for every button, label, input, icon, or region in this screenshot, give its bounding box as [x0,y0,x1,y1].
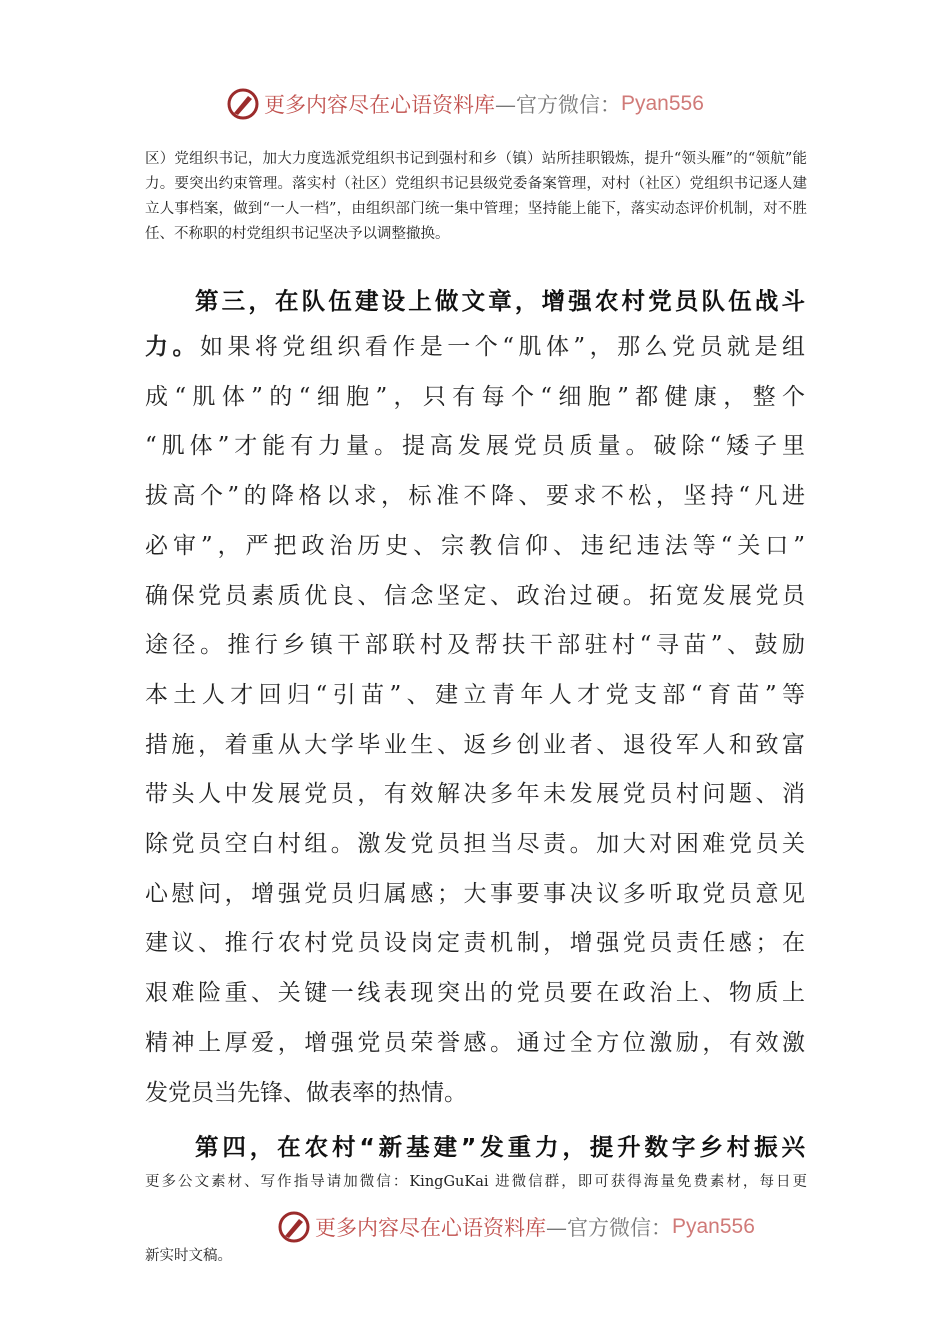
watermark-site: 更多内容尽在心语资料库 [315,1216,546,1240]
watermark-account: Pyan556 [672,1215,755,1238]
body-line [145,331,805,363]
body-line: 发党员当先锋、做表率的热情。 [145,1079,467,1106]
body-line: 成“肌体”的“细胞”，只有每个“细胞”都健康，整个 [145,383,805,410]
body-line: 必审”，严把政治历史、宗教信仰、违纪违法等“关口” [145,532,805,559]
section3-heading: 第三，在队伍建设上做文章，增强农村党员队伍战斗 [195,287,805,315]
body-line: 艰难险重、关键一线表现突出的党员要在政治上、物质上 [145,980,805,1007]
watermark-label: —官方微信： [546,1216,672,1240]
body-line-text: 如果将党组织看作是一个“肌体”，那么党员就是组 [199,334,805,360]
body-line: 途径。推行乡镇干部联村及帮扶干部驻村“寻苗”、鼓励 [145,632,805,659]
body-line: 心慰问，增强党员归属感；大事要事决议多听取党员意见 [145,880,805,907]
watermark-site: 更多内容尽在心语资料库 [264,93,495,117]
body-line: 拔高个”的降格以求，标准不降、要求不松，坚持“凡进 [145,483,805,510]
footer-note-line2: 新实时文稿。 [145,1248,232,1264]
body-line: “肌体”才能有力量。提高发展党员质量。破除“矮子里 [145,433,805,460]
body-line: 措施，着重从大学毕业生、返乡创业者、退役军人和致富 [145,731,805,758]
body-line: 精神上厚爱，增强党员荣誉感。通过全方位激励，有效激 [145,1029,805,1056]
body-line: 除党员空白村组。激发党员担当尽责。加大对困难党员关 [145,831,805,857]
pen-logo-icon [226,87,260,121]
body-line: 带头人中发展党员，有效解决多年未发展党员村问题、消 [145,781,805,808]
pen-logo-icon [277,1210,311,1244]
body-line: 建议、推行农村党员设岗定责机制，增强党员责任感；在 [145,930,805,957]
watermark-footer [277,1210,755,1244]
body-line: 确保党员素质优良、信念坚定、政治过硬。拓宽发展党员 [145,582,805,609]
section4-heading: 第四，在农村“新基建”发重力，提升数字乡村振兴 [195,1133,805,1161]
heading-continuation: 力。 [145,334,200,360]
watermark-account: Pyan556 [621,92,704,115]
footer-note-line1: 更多公文素材、写作指导请加微信：KingGuKai 进微信群，即可获得海量免费素材，每日更 [145,1174,807,1190]
body-line: 本土人才回归“引苗”、建立青年人才党支部“育苗”等 [145,681,805,708]
intro-paragraph: 区）党组织书记，加大力度选派党组织书记到强村和乡（镇）站所挂职锻炼，提升“领头雁”的“领航”能力。要突出约束管理。落实村（社区）党组织书记县级党委备案管理，对村（社区）党组织书记逐人建立人事档案，做到“一人一档”，由组织部门统一集中管理；坚持能上能下，落实动态评价机制，对不胜任、不称职的村党组织书记坚决予以调整撤换。 [145,151,807,242]
watermark-label: —官方微信： [495,93,621,117]
watermark-header [226,87,704,121]
